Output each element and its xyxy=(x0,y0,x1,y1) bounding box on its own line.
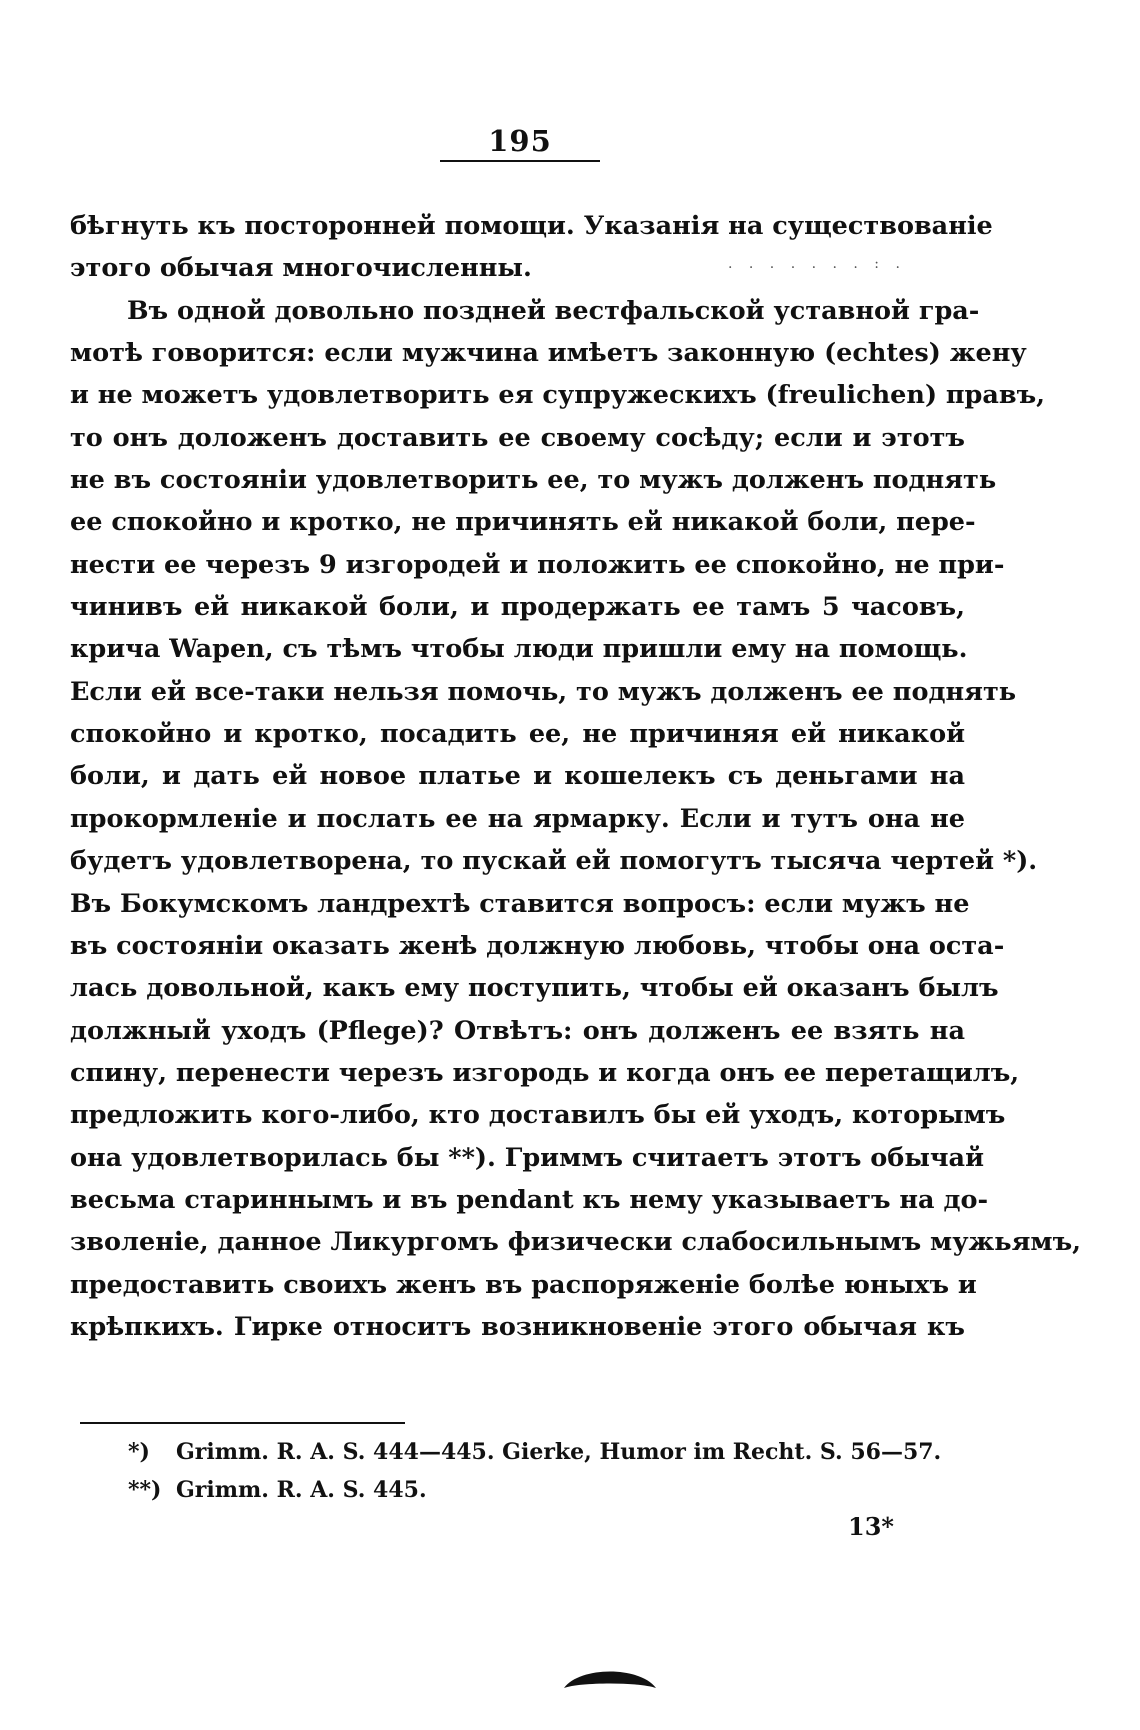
page-number-rule xyxy=(440,160,600,162)
text-line: чинивъ ей никакой боли, и продержать ее тамъ 5 часовъ, xyxy=(70,592,965,623)
text-line: предоставить своихъ женъ въ распоряженіе болѣе юныхъ и xyxy=(70,1269,977,1300)
text-line: Въ одной довольно поздней вестфальской уставной гра- xyxy=(127,295,980,326)
text-line: предложить кого-либо, кто доставилъ бы ей уходъ, которымъ xyxy=(70,1100,1006,1131)
footnote-text: Grimm. R. A. S. 445. xyxy=(176,1477,427,1503)
text-line: должный уходъ (Pflege)? Отвѣтъ: онъ долженъ ее взять на xyxy=(70,1015,965,1046)
text-line: то онъ доложенъ доставить ее своему сосѣду; если и этотъ xyxy=(70,422,965,453)
footnote-text: Grimm. R. A. S. 444—445. Gierke, Humor im Recht. S. 56—57. xyxy=(176,1439,942,1465)
text-line: Въ Бокумскомъ ландрехтѣ ставится вопросъ: если мужъ не xyxy=(70,888,970,919)
text-line: этого обычая многочисленны. xyxy=(70,253,532,284)
text-line: и не можетъ удовлетворить ея супружескихъ (freulichen) правъ, xyxy=(70,380,1046,411)
text-line: крича Wapen, съ тѣмъ чтобы люди пришли ему на помощь. xyxy=(70,634,968,665)
page-number: 195 xyxy=(488,124,552,158)
text-line: будетъ удовлетворена, то пускай ей помогутъ тысяча чертей *). xyxy=(70,846,1038,877)
footnote xyxy=(128,1433,978,1471)
text-line: лась довольной, какъ ему поступить, чтобы ей оказанъ былъ xyxy=(70,973,999,1004)
text-line: спину, перенести черезъ изгородь и когда онъ ее перетащилъ, xyxy=(70,1057,1020,1088)
text-line: не въ состояніи удовлетворить ее, то мужъ долженъ поднять xyxy=(70,465,997,496)
text-line: крѣпкихъ. Гирке относитъ возникновеніе этого обычая къ xyxy=(70,1311,965,1342)
text-line: весьма стариннымъ и въ pendant къ нему указываетъ на до- xyxy=(70,1184,989,1215)
signature-mark: 13* xyxy=(848,1512,894,1541)
text-line: мотѣ говорится: если мужчина имѣетъ законную (echtes) жену xyxy=(70,338,1027,369)
text-line: Если ей все-таки нельзя помочь, то мужъ долженъ ее поднять xyxy=(70,676,1017,707)
text-line: она удовлетворилась бы **). Гриммъ считаетъ этотъ обычай xyxy=(70,1142,984,1173)
footnote-marker: **) xyxy=(128,1477,162,1503)
text-line: ее спокойно и кротко, не причинять ей никакой боли, пере- xyxy=(70,507,976,538)
text-line: бѣгнуть къ посторонней помощи. Указанія на существованіе xyxy=(70,211,993,241)
text-line: зволеніе, данное Ликургомъ физически слабосильнымъ мужьямъ, xyxy=(70,1227,1082,1258)
ornament-icon xyxy=(562,1660,658,1694)
text-line: боли, и дать ей новое платье и кошелекъ съ деньгами на xyxy=(70,761,965,792)
text-line: спокойно и кротко, посадить ее, не причиняя ей никакой xyxy=(70,719,965,750)
footnote xyxy=(128,1471,978,1509)
footnote-marker: *) xyxy=(128,1439,150,1465)
body-text xyxy=(70,205,1082,1348)
stray-marks: . . . . . . . : . xyxy=(728,256,906,272)
footnotes xyxy=(128,1433,978,1509)
text-line: въ состояніи оказать женѣ должную любовь, чтобы она оста- xyxy=(70,930,1005,961)
text-line: прокормленіе и послать ее на ярмарку. Если и тутъ она не xyxy=(70,803,965,834)
text-line: нести ее черезъ 9 изгородей и положить ее спокойно, не при- xyxy=(70,549,1005,580)
footnote-rule xyxy=(80,1422,405,1424)
